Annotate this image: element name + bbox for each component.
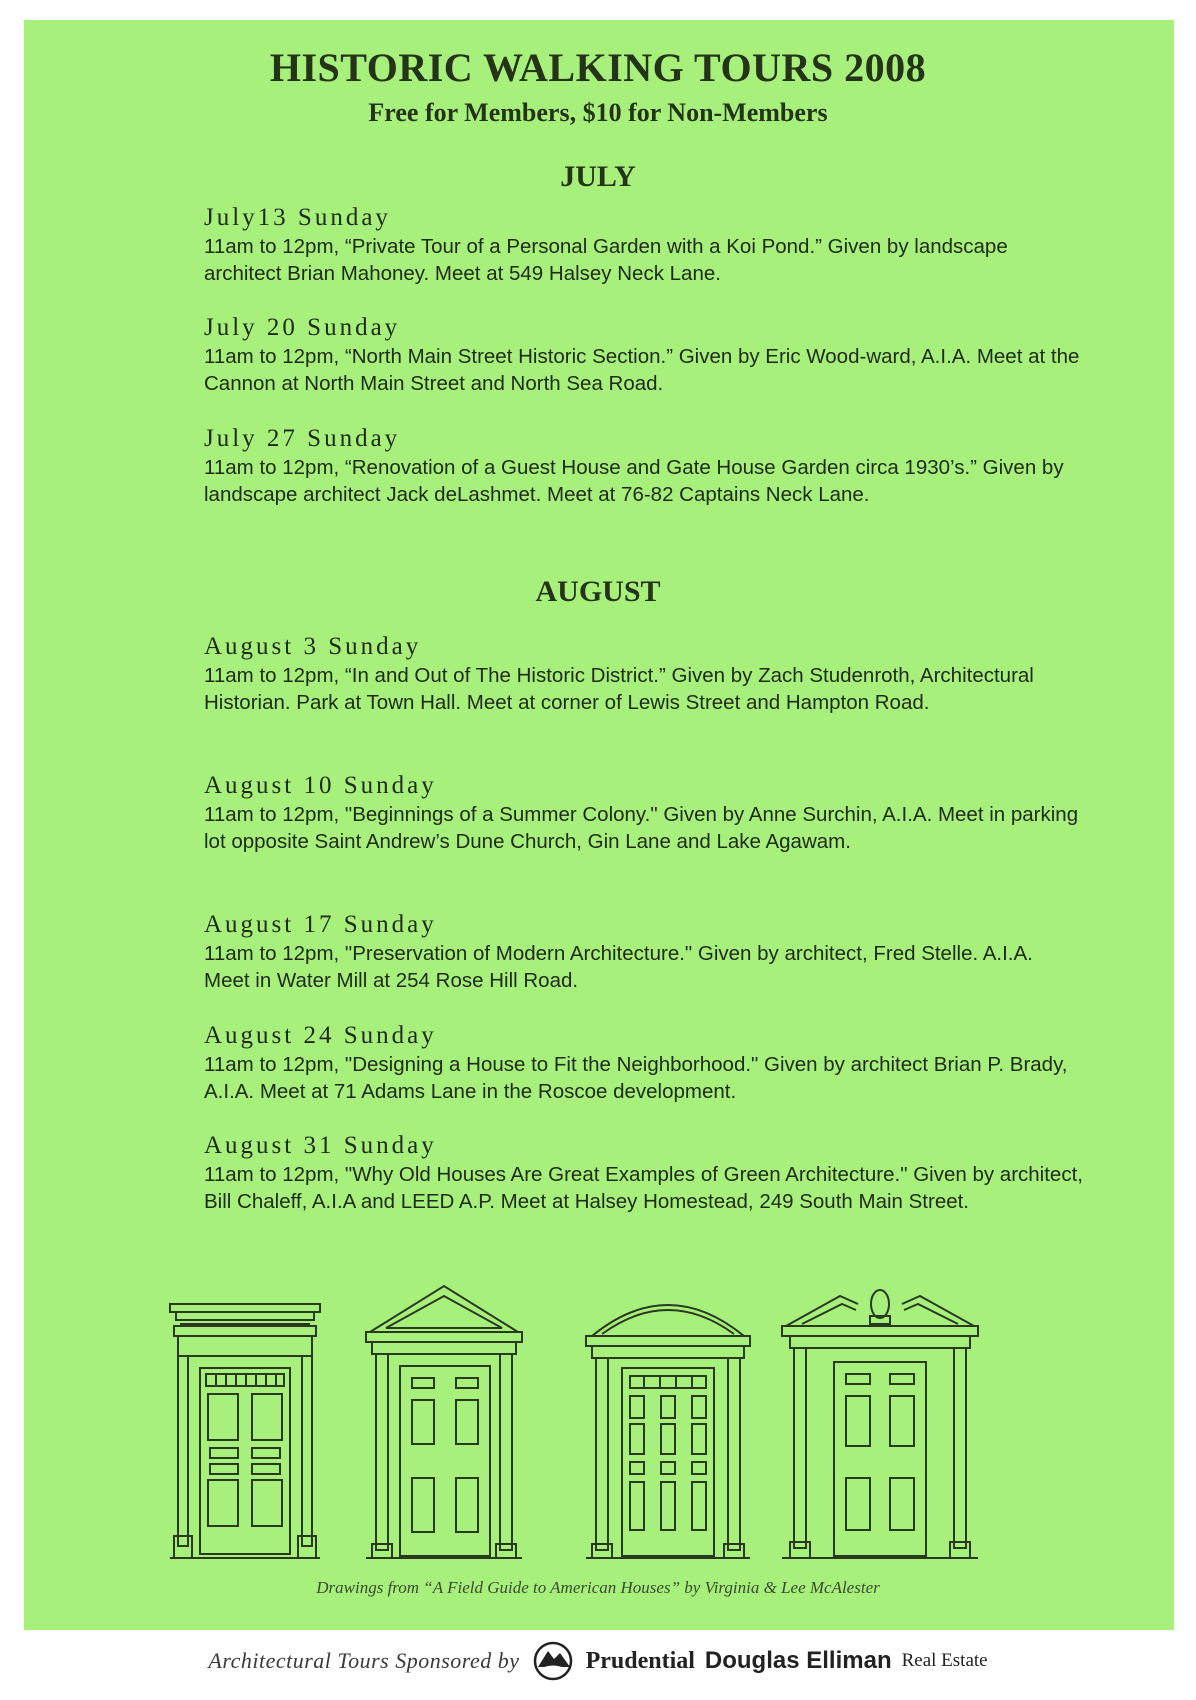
event-august-17: [204, 910, 1084, 994]
event-description: 11am to 12pm, “Private Tour of a Personal Garden with a Koi Pond.” Given by landscape architect Brian Mahoney. Meet at 549 Halsey Neck Lane.: [204, 235, 1008, 285]
month-heading-july: JULY: [560, 160, 636, 193]
event-description: 11am to 12pm, "Preservation of Modern Architecture." Given by architect, Fred Stelle. A.I.A. Meet in Water Mill at 254 Rose Hill Road.: [204, 942, 1033, 992]
event-description: 11am to 12pm, “Renovation of a Guest House and Gate House Garden circa 1930’s.” Given by landscape architect Jack deLashmet. Meet at 76-82 Captains Neck Lane.: [204, 456, 1064, 506]
event-date: August 31 Sunday: [204, 1132, 437, 1159]
event-date: August 3 Sunday: [204, 633, 422, 660]
sponsor-brand-prudential: Prudential: [585, 1647, 695, 1674]
event-july-20: [204, 313, 1084, 397]
sponsor-brand-douglas-elliman: Douglas Elliman: [704, 1647, 892, 1674]
sponsor-brand-real-estate: Real Estate: [901, 1650, 988, 1671]
illustration-caption: Drawings from “A Field Guide to American Houses” by Virginia & Lee McAlester: [316, 1578, 880, 1597]
door-drawing-broken-pediment: [782, 1290, 978, 1558]
event-description: 11am to 12pm, "Why Old Houses Are Great Examples of Green Architecture." Given by architect, Bill Chaleff, A.I.A and LEED A.P. Meet at Halsey Homestead, 249 South Main Street.: [204, 1163, 1083, 1213]
event-date: July 27 Sunday: [204, 425, 401, 452]
event-description: 11am to 12pm, “North Main Street Historic Section.” Given by Eric Wood-ward, A.I.A. Meet at the Cannon at North Main Street and North Sea Road.: [204, 345, 1080, 395]
door-illustrations: [150, 1282, 1070, 1566]
door-drawing-federal: [170, 1304, 320, 1558]
event-date: August 17 Sunday: [204, 911, 437, 938]
event-description: 11am to 12pm, "Beginnings of a Summer Colony." Given by Anne Surchin, A.I.A. Meet in parking lot opposite Saint Andrew’s Dune Church, Gin Lane and Lake Agawam.: [204, 803, 1079, 853]
page-subtitle: Free for Members, $10 for Non-Members: [368, 98, 828, 127]
event-july-27: [204, 424, 1084, 508]
event-august-3: [204, 632, 1084, 716]
page-title: HISTORIC WALKING TOURS 2008: [269, 45, 927, 90]
sponsor-text: Architectural Tours Sponsored by: [208, 1648, 520, 1673]
event-date: August 24 Sunday: [204, 1022, 437, 1049]
event-august-24: [204, 1021, 1084, 1105]
event-description: 11am to 12pm, “In and Out of The Historic District.” Given by Zach Studenroth, Architectural Historian. Park at Town Hall. Meet at corner of Lewis Street and Hampton Road.: [204, 664, 1034, 714]
door-drawing-arched: [586, 1305, 750, 1558]
rock-logo-icon: [530, 1641, 576, 1681]
event-july-13: [204, 203, 1084, 287]
event-august-31: [204, 1131, 1084, 1215]
event-august-10: [204, 771, 1084, 855]
sponsor-line: [0, 1636, 1196, 1686]
event-date: July13 Sunday: [204, 204, 391, 231]
door-drawing-pediment: [366, 1286, 522, 1558]
event-date: August 10 Sunday: [204, 772, 437, 799]
event-date: July 20 Sunday: [204, 314, 401, 341]
month-heading-august: AUGUST: [535, 575, 661, 608]
event-description: 11am to 12pm, "Designing a House to Fit the Neighborhood." Given by architect Brian P. Brady, A.I.A. Meet at 71 Adams Lane in the Roscoe development.: [204, 1053, 1068, 1103]
